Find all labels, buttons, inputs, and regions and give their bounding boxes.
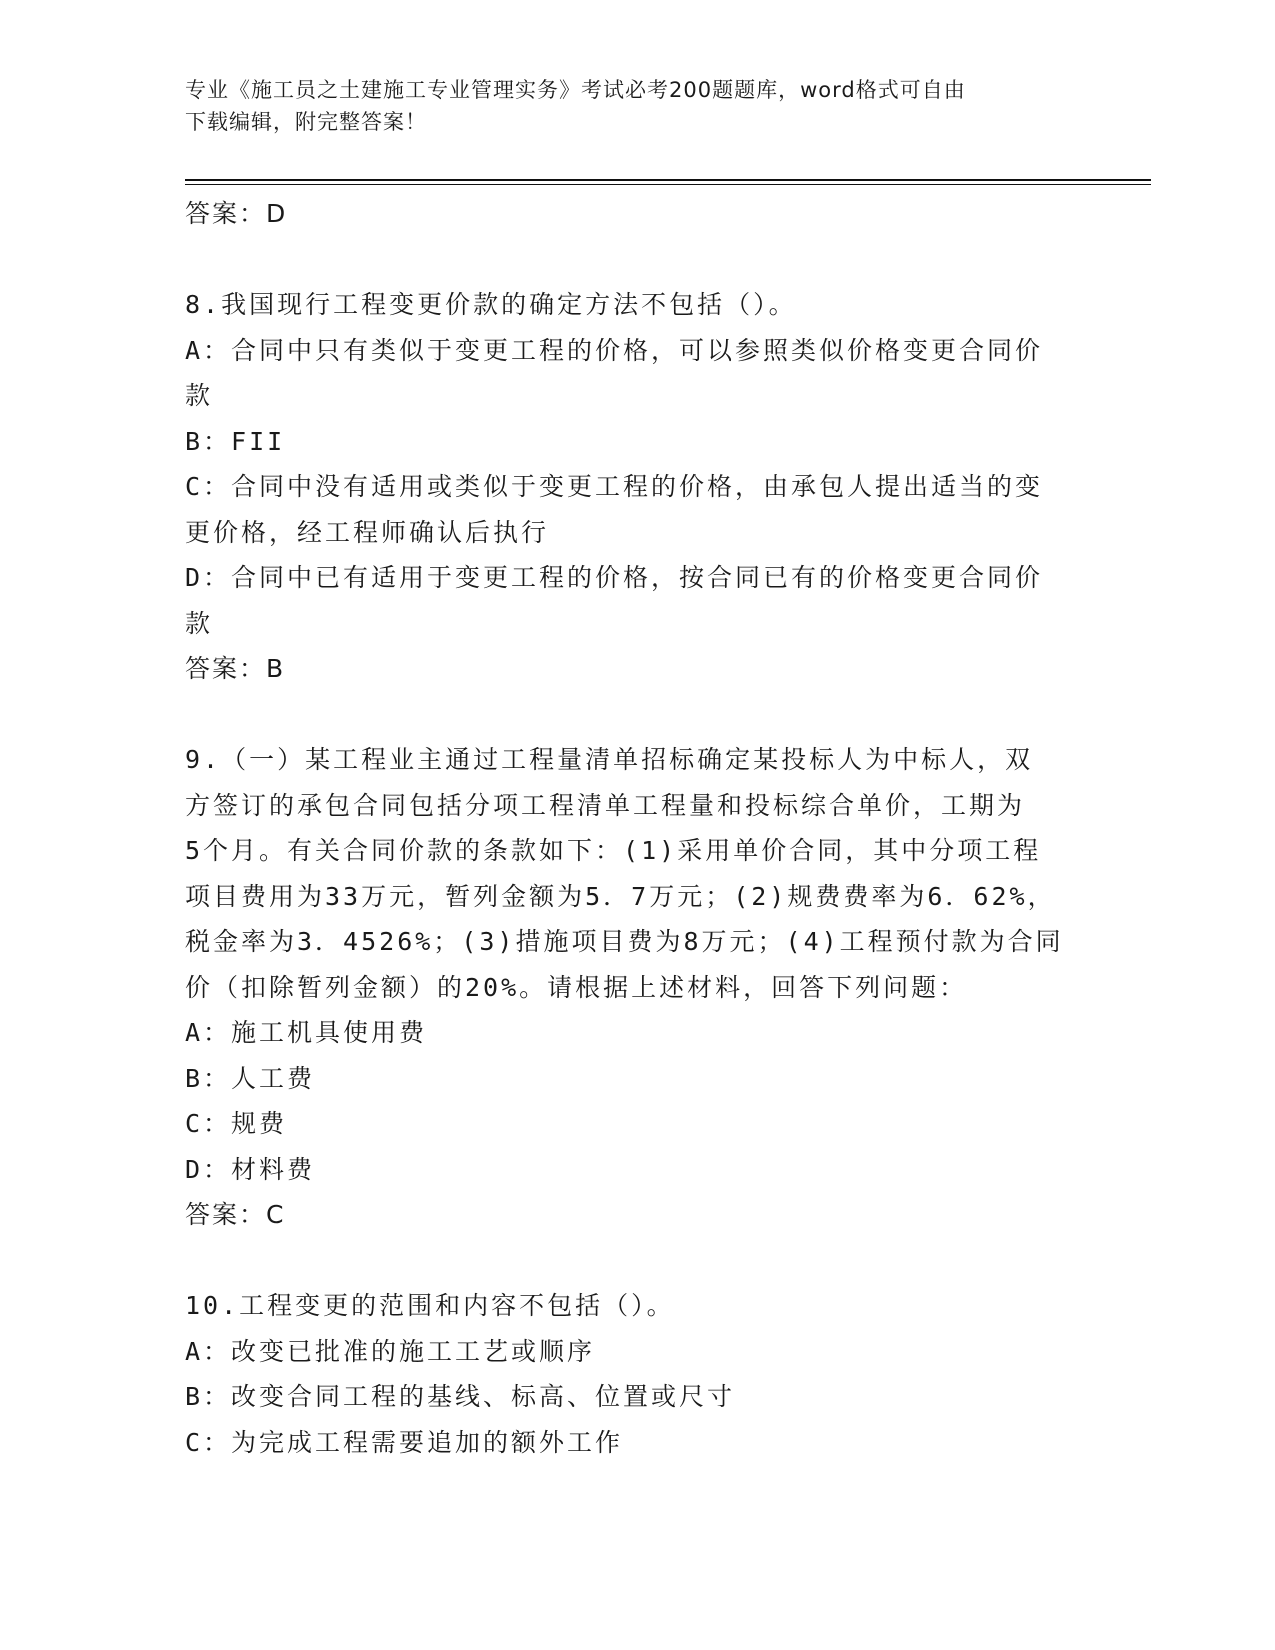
header-line-2: 下载编辑，附完整答案！: [185, 110, 427, 134]
question-stem: 方签订的承包合同包括分项工程清单工程量和投标综合单价，工期为: [185, 790, 1026, 820]
spacer: [185, 237, 1085, 283]
question-stem: 8.我国现行工程变更价款的确定方法不包括（）。: [185, 290, 797, 319]
option-c: C：合同中没有适用或类似于变更工程的价格，由承包人提出适当的变: [185, 472, 1044, 501]
option-a: A：施工机具使用费: [185, 1018, 428, 1047]
question-block: [185, 737, 1085, 1238]
spacer: [185, 1238, 1085, 1284]
option-d: D：材料费: [185, 1154, 316, 1184]
question-stem: 9.（一）某工程业主通过工程量清单招标确定某投标人为中标人，双: [185, 745, 1034, 774]
option-c: C：规费: [185, 1109, 288, 1138]
answer-line: 答案：D: [185, 199, 288, 228]
option-b: B：FII: [185, 426, 286, 456]
answer-line: 答案：C: [185, 1200, 286, 1229]
option-a: A：改变已批准的施工工艺或顺序: [185, 1336, 596, 1366]
document-body: [185, 191, 1085, 1465]
option-d-cont: 款: [185, 608, 214, 638]
option-b: B：改变合同工程的基线、标高、位置或尺寸: [185, 1382, 736, 1411]
spacer: [185, 692, 1085, 738]
question-stem: 5个月。有关合同价款的条款如下：(1)采用单价合同，其中分项工程: [185, 836, 1042, 865]
option-a: A：合同中只有类似于变更工程的价格，可以参照类似价格变更合同价: [185, 335, 1044, 365]
header-line-1: 专业《施工员之土建施工专业管理实务》考试必考200题题库，word格式可自由: [185, 78, 966, 102]
option-d: D：合同中已有适用于变更工程的价格，按合同已有的价格变更合同价: [185, 563, 1044, 592]
page-header: [185, 74, 1085, 138]
question-stem: 价（扣除暂列金额）的20%。请根据上述材料，回答下列问题：: [185, 972, 968, 1002]
option-c: C：为完成工程需要追加的额外工作: [185, 1427, 624, 1457]
question-stem: 10.工程变更的范围和内容不包括（）。: [185, 1291, 675, 1320]
question-stem: 项目费用为33万元，暂列金额为5．7万元；(2)规费费率为6．62%，: [185, 881, 1056, 911]
header-rule-thin: [185, 184, 1151, 185]
question-block: [185, 282, 1085, 692]
question-stem: 税金率为3．4526%；(3)措施项目费为8万元；(4)工程预付款为合同: [185, 927, 1064, 956]
option-b: B：人工费: [185, 1063, 316, 1093]
question-block: [185, 1283, 1085, 1465]
option-a-cont: 款: [185, 381, 214, 410]
header-rule-thick: [185, 179, 1151, 181]
option-c-cont: 更价格，经工程师确认后执行: [185, 517, 550, 547]
answer-line: 答案：B: [185, 654, 286, 683]
